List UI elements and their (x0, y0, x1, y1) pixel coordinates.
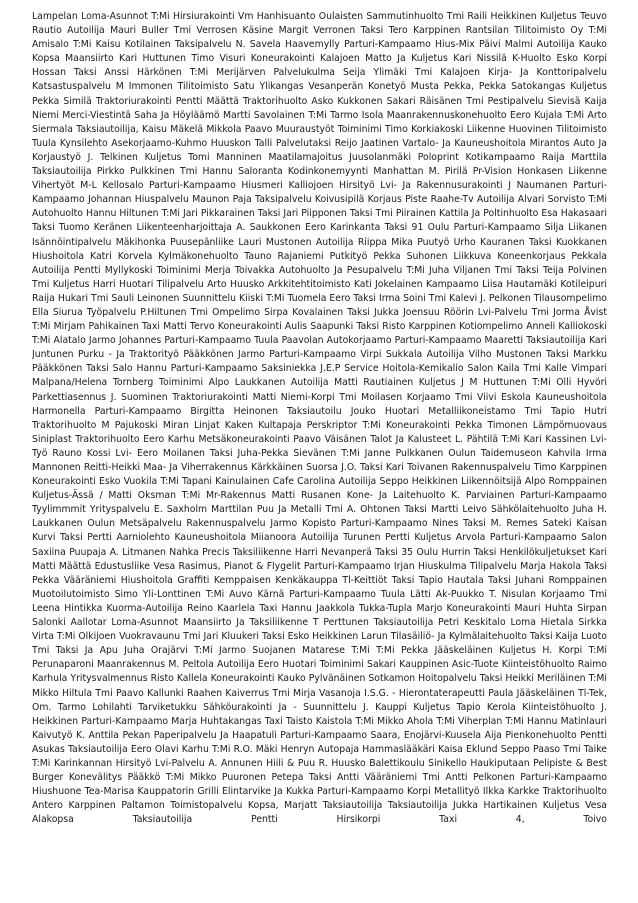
document-page (32, 10, 607, 890)
body-text: Lampelan Loma-Asunnot T:Mi Hirsiurakointi Vm Hanhisuanto Oulaisten Sammutinhuolto Tmi Raili Heikkinen Kuljetus Teuvo Rautio Autoilija Mauri Buller Tmi Verrosen Käsine Margit Verronen Taksi Tero Karppinen Rantsilan Tilitoimisto Oy T:Mi Amisalo T:Mi Kaisu Kotilainen Taksipalvelu N. Savela Haavemylly Parturi-Kampaamo Hius-Mix Päivi Malmi Autoilija Kauko Kopsa Maansiirto Kari Huttunen Timo Visuri Koneurakointi Kalajoen Matto Ja Kuljetus Kari Nissilä K-Huolto Esko Korpi Hossan Taksi Anssi Härkönen T:Mi Merijärven Palvelukulma Seija Ylimäki Tmi Kalajoen Kirja- Ja Konttoripalvelu Katsastuspalvelu M Immonen Tilitoimisto Satu Ylikangas Vesanperän Konetyö Musta Pekka, Pekka Satokangas Kuljetus Pekka Similä Traktoriurakointi Pentti Määttä Traktorihuolto Asko Kukkonen Sakari Räisänen Tmi Pestipalvelu Sievisä Kaija Niemi Merci-Viestintä Saha Ja Höyläämö Martti Savolainen T:Mi Tarmo Isola Maanrakennuskonehuolto Eero Kujala T:Mi Arto Siermala Taksiautoilija, Kaisu Mäkelä Mikkola Paavo Muuraustyöt Toiminimi Timo Korkiakoski Liikenne Huovinen Tilitoimisto Tuula Kynsilehto Asekorjaamo-Kuhmo Huuskon Talli Palvelutaksi Reijo Jaatinen Vartalo- Ja Kauneushoitola Mirantos Auto Ja Korjaustyö J. Telkinen Kuljetus Tomi Manninen Maatilamajoitus Juusolanmäki Poloprint Kotikampaamo Raija Marttila Taksiautoilija Pirkko Pulkkinen Tmi Hannu Salorantа Kodinkonemyynti Manhattan M. Pirilä Pr-Vision Honkasen Liikenne Vihertyöt M-L Kellosalo Parturi-Kampaamo Hiusmeri Kalliojoen Hirsityö Lvi- Ja Rakennusurakointi J Naumanen Parturi-Kampaamo Johannan Hiuspalvelu Maunon Paja Taksipalvelu Koivusipilä Korjaus Piste Raahe-Tv Autoilija Alvari Sorvisto T:Mi Autohuolto Hannu Hiltunen T:Mi Jari Pikkarainen Taksi Jari Piipponen Taksi Tmi Piirainen Kattila Ja Poltinhuolto Esa Hakasaari Taksi Tuomo Keränen Liikenteenharjoittaja A. Saukkonen Eero Karinkanta Taksi 91 Oulu Parturi-Kampaamo Silja Liikanen Isännöintipalvelu Mäkihonka Puusepänliike Lauri Mustonen Autoilija Riippa Mika Puutyö Urho Kauranen Taksi Kuokkanen Hiushoitola Katri Korvela Kylmäkonehuolto Tauno Rajaniemi Putkityö Pekka Suhonen Liikkuva Koneenkorjaus Pekkala Autoilija Pentti Myllykoski Toiminimi Merja Toivakka Autohuolto Ja Pesupalvelu T:Mi Juha Viljanen Tmi Taksi Teija Polvinen Tmi Kuljetus Harri Huotari Tilipalvelu Arto Huusko Arkkitehtitoimisto Kati Jokelainen Kampaamo Liisa Hautamäki Kotileipuri Raija Hukari Tmi Sauli Leinonen Suunnittelu Kiiski T:Mi Tuomela Eero Taksi Irma Soini Tmi Kalevi J. Pelkonen Tilausompelimo Ella Siurua Työpalvelu P.Hiltunen Tmi Ompelimo Sirpa Kovalainen Taksi Jukka Joensuu Röörin Lvi-Palvelu Tmi Jorma Åvist T:Mi Mirjam Pahikainen Taxi Matti Tervo Koneurakointi Aulis Saapunki Taksi Risto Karppinen Kotiompelimo Anneli Kalliokoski T:Mi Alatalo Jarmo Johannes Parturi-Kampaamo Tuula Paavolan Autokorjaamo Parturi-Kampaamo Maaretti Taksiautoilija Kari Juntunen Purku - Ja Traktorityö Pääkkönen Jarmo Parturi-Kampaamo Virpi Sukkala Autoilija Vilho Mustonen Taksi Markku Pääkkönen Taksi Salo Hannu Parturi-Kampaamo Saksiniekka J.E.P Service Hoitola-Kemikalio Salon Kaila Tmi Kalle Vimpari Malpana/Helena Tornberg Toiminimi Alpo Laukkanen Autoilija Matti Rautiainen Kuljetus J M Huttunen T:Mi Olli Hyvöri Parkettiasennus J. Suominen Traktoriurakointi Matti Niemi-Korpi Tmi Moilasen Korjaamo Tmi Viivi Eskola Kauneushoitola Harmonella Parturi-Kampaamo Birgitta Heinonen Taksiautoilu Jouko Huotari Metalliikoneistamo Tmi Tapio Hutri Traktorihuolto M Pajukoski Miran Linjat Kaken Kultapaja Perskriptor T:Mi Koneurakointi Pekka Timonen Lämpömuovaus Siniplast Traktorihuolto Eero Karhu Metsäkoneurakointi Paavo Väisänen Talot Ja Kalusteet L. Pähtilä T:Mi Kari Kassinen Lvi-Työ Rauno Kossi Lvi- Eero Moilanen Taksi Juha-Pekka Sievänen T:Mi Janne Pulkkanen Oulun Taidemuseon Kahvila Irma Mannonen Reitti-Heikki Maa- Ja Viherrakennus Kärkkäinen Suorsa J.O. Taksi Kari Toivanen Rakennuspalvelu Timo Karppinen Koneurakointi Esko Vuokila T:Mi Tapani Kainulainen Cafe Carolina Autoilija Seppo Heikkinen Liikennöitsijä Alpo Romppainen Kuljetus-Ässä / Matti Oksman T:Mi Mr-Rakennus Matti Rusanen Kone- Ja Laitehuolto K. Parviainen Parturi-Kampaamo Tyylimmmit Yrityspalvelu E. Saxholm Marttilan Puu Ja Metalli Tmi A. Ohtonen Taksi Martti Leivo Sähkölaitehuolto Juha H. Laukkanen Oulun Metsäpalvelu Rakennuspalvelu Jarmo Kopisto Parturi-Kampaamo Nines Taksi M. Remes Sateki Kaisan Kurvi Taksi Pertti Aarniolehto Kauneushoitola Miianoora Autoilija Turunen Pertti Kuljetus Arvola Parturi-Kampaamo Salon Saxiina Puupaja A. Litmanen Nahka Precis Taksiliikenne Harri Nevanperä Taksi 35 Oulu Hurrin Taksi Henkilökuljetukset Kari Matti Määttä Edustusliike Vesa Rasimus, Pianot & Flygelit Parturi-Kampaamo Irjan Hiuskulma Tilipalvelu Marja Hakola Taksi Pekka Vääräniemi Hiushoitola Graffiti Kemppaisen Kenkäkauppa Tl-Keittiöt Taksi Tapio Hautala Taksi Juhani Romppainen Muotoilutoimisto Simo Yli-Lonttinen T:Mi Auvo Kärnä Parturi-Kampaamo Tuula Lätti Ak-Puukko T. Nisulan Korjaamo Tmi Leena Hintikka Kuorma-Autoilija Reino Kaarlela Taxi Hannu Jaakkola Tukka-Tupla Marjo Koneurakointi Mauri Huhta Sirpan Salonki Aallotar Loma-Asunnot Maansiirto Ja Taksiliikenne T Perttunen Taksiautoilija Petri Keskitalo Loma Hietala Sirkka Virta T:Mi Olkijoen Vuokravaunu Tmi Jari Kluukeri Taksi Esko Heikkinen Larun Tilasäiliö- Ja Kylmälaitehuolto Taksi Kaija Luoto Tmi Taksi Ja Apu Juha Orajärvi T:Mi Jarmo Suojanen Matarese T:Mi T:Mi Pekka Jääskeläinen Kuljetus H. Korpi T:Mi Perunaparoni Maanrakennus M. Peltola Autoilija Eero Huotari Toiminimi Sakari Kauppinen Asic-Tuote Kiinteistöhuolto Raimo Karhula Yritysvalmennus Risto Kallela Koneurakointi Kauko Pylvänäinen Sotkamon Hoitopalvelu Taksi Heikki Meriläinen T:Mi Mikko Hiltula Tmi Paavo Kallunki Raahen Kaiverrus Tmi Mirja Vasanoja I.S.G. - Hierontaterapeutti Paula Jääskeläinen Tl-Tek, Om. Tarmo Lohilahti Tarviketukku Sähköurakointi Ja - Suunnittelu J. Kauppi Kuljetus Tapio Kerola Kiinteistöhuolto J. Heikkinen Parturi-Kampaamo Marja Huhtakangas Taxi Taisto Kaistola T:Mi Mikko Ahola T:Mi Viherplan T:Mi Hannu Matinlauri Kaivutyö K. Anttila Pekan Paperipalvelu Ja Haapatuli Parturi-Kampaamo Saara, Enojärvi-Kuusela Aija Pienkonehuolto Pentti Asukas Taksiautoilija Eero Olavi Karhu T:Mi R.O. Mäki Henryn Autopaja Hammaslääkäri Kaisa Eklund Seppo Paaso Tmi Taike T:Mi Karinkannan Hirsityö Lvi-Palvelu A. Annunen Hiili & Puu R. Huusko Balettikoulu Sinikello Haukiputaan Pelipiste & Best Burger Konevälitys Pääkkö T:Mi Mikko Puuronen Petepa Taksi Antti Vääräniemi Tmi Antti Pelkonen Parturi-Kampaamo Hiushuone Tea-Marisa Kauppatorin Grilli Elintarvike Ja Kukka Parturi-Kampaamo Korpi Metallityö Ilkka Karkke Traktorihuolto Antero Karppinen Paltamon Toimistopalvelu Kopsa, Marjatt Taksiautoilija Taksiautoilija Jukka Hartikainen Kuljetus Vesa Alakopsa Taksiautoilija Pentti Hirsikorpi Taxi 4, Toivo (32, 11, 607, 826)
